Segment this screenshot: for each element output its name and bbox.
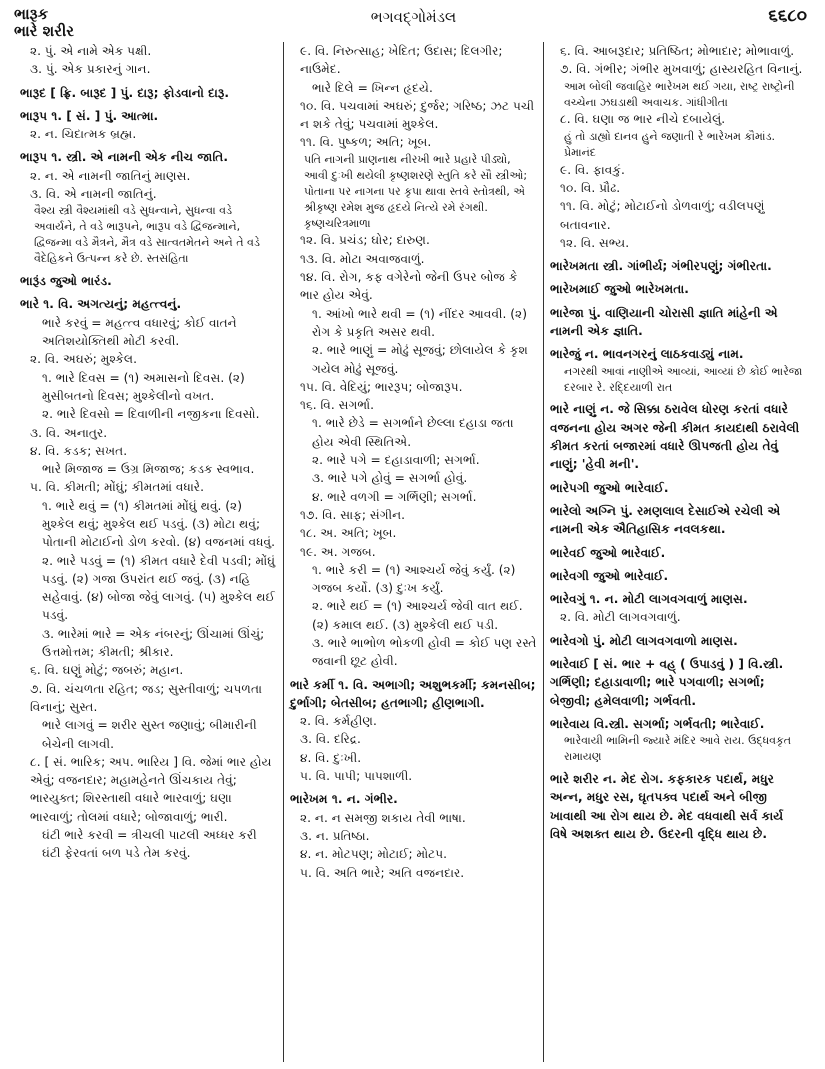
sense-entry: ઘંટી ભારે કરવી = ત્રીચલી પાટલી અધ્ધર કરી ઘંટી ફેરવતાં બળ પડે તેમ કરવું.	[42, 828, 257, 861]
sense-entry: ૨. ભારે ભાણું = મોઢું સૂજવું; છોલાયેલ કે કૃશ ગયેલ મોઢું સૂજવું.	[312, 343, 528, 376]
page-number: ૬૬૮૦	[768, 6, 807, 26]
sense-entry: ૨. વિ. અઘરું; મુશ્કેલ.	[30, 352, 137, 367]
sense-entry: ૧૧. વિ. પુષ્કળ; અતિ; ખૂબ.	[300, 135, 432, 150]
sense-entry: ભારે લાગવું = શરીર સુસ્ત જણાવું; બીમારીની બેચેની લાગવી.	[42, 718, 257, 751]
book-title: ભગવદ્ગોમંડલ	[370, 8, 457, 26]
sense-entry: ૩. પું. એક પ્રકારનું ગાન.	[30, 62, 151, 77]
sense-entry: ભારે કરવું = મહત્ત્વ વધારવું; કોઈ વાતને અતિશયોક્તિથી મોટી કરવી.	[42, 315, 237, 349]
dictionary-headword-entry: ભારેવાય વિ.સ્ત્રી. સગર્ભા; ગર્ભવતી; ભારેવાઈ.	[550, 716, 765, 731]
dictionary-headword-entry: ભારેલો અગ્નિ પું. રમણલાલ દેસાઈએ રચેલી એ નામની એક ઐતિહાસિક નવલકથા.	[550, 503, 781, 537]
sense-entry: ૧૫. વિ. વેદિયું; ભારરૂપ; બોજારૂપ.	[300, 379, 463, 394]
sense-entry: ૪. ન. મોટપણ; મોટાઈ; મોટપ.	[300, 847, 448, 862]
sense-entry: ૩. વિ. એ નામની જાતિનું.	[30, 187, 157, 202]
sense-entry: ૭. વિ. ચંચળતા રહિત; જડ; સુસ્તીવાળું; ચપળતા વિનાનું; સુસ્ત.	[30, 681, 263, 714]
dictionary-headword-entry: ભારેજું ન. ભાવનગરનું લાઠકવાડ્યું નામ.	[550, 347, 744, 362]
sense-entry: ૨. ન. ચિદાત્મક બ્રહ્મ.	[30, 127, 137, 142]
dictionary-headword-entry: ભારેવઈ જુઓ ભારેવાઈ.	[550, 545, 666, 560]
dictionary-headword-entry: ભારે ૧. વિ. અગત્યનું; મહત્ત્વનું.	[20, 297, 182, 312]
dictionary-headword-entry: ભારે શરીર ન. મેદ રોગ. કફકારક પદાર્થ, મધુર અન્ન, મધુર રસ, ઘૃતપક્વ પદાર્થ અને બીજી ખાવાથી આ રોગ થાય છે. મેદ વધવાથી સર્વ કાર્ય વિષે અશક્ત થાય છે. ઉદરની વૃદ્ધિ થાય છે.	[550, 772, 784, 841]
sense-entry: ૨. વિ. કર્મહીણ.	[300, 714, 377, 729]
quotation-text: ભારેવાયી ભામિની જ્યારે મંદિર આવે રાય. ઉદ્ધવકૃત રામાયણ	[564, 734, 792, 764]
dictionary-headword-entry: ભારેજા પું. વાણિયાની ચોરાસી જ્ઞાતિ માંહેની એ નામની એક જ્ઞાતિ.	[550, 305, 778, 339]
sense-entry: ૨. ભારે થઈ = (૧) આશ્ચર્ય જેવી વાત થઈ. (૨) કમાલ થઈ. (૩) મુશ્કેલી થઈ પડી.	[312, 599, 523, 632]
sense-entry: ૨. ભારે પગે = દહાડાવાળી; સગર્ભા.	[312, 453, 480, 468]
sense-entry: ૯. વિ. ફાવકું.	[560, 162, 625, 177]
sense-entry: ૪. ભારે વળગી = ગર્ભિણી; સગર્ભા.	[312, 489, 477, 504]
guide-words: ભારૂક ભારે શરીર	[14, 5, 75, 40]
sense-entry: ૪. વિ. કડક; સખત.	[30, 443, 128, 458]
sense-entry: ૧. આંખો ભારે થવી = (૧) નીંદર આવવી. (૨) રોગ કે પ્રકૃતિ અસર થવી.	[312, 306, 527, 339]
quotation-text: નગરથી આવાં નાણીએ આવ્યાં, આવ્યાં છે કોઈ ભારેજા દરબાર રે. રદ્દિયાળી રાત	[564, 364, 803, 394]
sense-entry: ૨. વિ. મોટી લાગવગવાળું.	[560, 610, 681, 625]
sense-entry: ૧. ભારે થવું = (૧) કીમતમાં મોંઘું થવું. (૨) મુશ્કેલ થવું; મુશ્કેલ થઈ પડવું. (૩) મોટા થવું; પોતાની મોટાઈનો ડોળ કરવો. (૪) વજનમાં વધવું.	[42, 498, 275, 550]
sense-entry: ૧૪. વિ. રોગ, કફ વગેરેનો જેની ઉપર બોજ કે ભાર હોય એવું.	[300, 270, 518, 303]
dictionary-headword-entry: ભારૂપ ૧. સ્ત્રી. એ નામની એક નીચ જાતિ.	[20, 150, 228, 165]
sense-entry: ૧. ભારે છેડે = સગર્ભાને છેલ્લા દહાડા જતા હોય એવી સ્થિતિએ.	[312, 416, 514, 449]
sense-entry: ૧૧. વિ. મોટું; મોટાઈનો ડોળવાળું; વડીલપણું બતાવનાર.	[560, 199, 765, 232]
column-2	[284, 42, 544, 1062]
sense-entry: ૭. વિ. ગંભીર; ગંભીર મુખવાળું; હાસ્યરહિત વિનાનું.	[560, 62, 803, 77]
dictionary-headword-entry: ભારે કર્મી ૧. વિ. અભાગી; અશુભકર્મી; કમનસીબ; દુર્ભાગી; બેતસીબ; હતભાગી; હીણભાગી.	[290, 677, 536, 710]
quotation-text: વૈશ્ય સ્ત્રી વૈશ્યમાંથી વડે સુધન્વાને, સુધન્વા વડે અવાર્યને, તે વડે ભારૂપને, ભારૂપ વડે દ્વિજન્માને, દ્વિજન્મા વડે મૈત્રને, મૈત્ર વડે સાત્વતમેતને અને તે વડે વૈદેહિકને ઉત્પન્ન કરે છે. સ્તસંહિતા	[34, 204, 260, 266]
sense-entry: ૧૯. અ. ગજબ.	[300, 544, 376, 559]
quotation-text: આમ બોલી જવાહિર ભારેખમ થઈ ગયા, રાષ્ટ્ર રાષ્ટ્રોની વચ્ચેના ઝઘડાથી અવાચક. ગાંધીગીતા	[564, 79, 795, 109]
sense-entry: ૫. વિ. પાપી; પાપશાળી.	[300, 769, 413, 784]
sense-entry: ૨. ન. એ નામની જાતિનું માણસ.	[30, 168, 191, 183]
sense-entry: ૧. ભારે કરી = (૧) આશ્ચર્ય જેવું કર્યું. (૨) ગજબ કર્યો. (૩) દુઃખ કર્યું.	[312, 562, 516, 596]
sense-entry: ૬. વિ. આબરૂદાર; પ્રતિષ્ઠિત; મોભાદાર; મોભાવાળું.	[560, 44, 795, 58]
sense-entry: ૩. ભારેમાં ભારે = એક નંબરનું; ઊંચામાં ઊંચું; ઉત્તમોત્તમ; કીમતી; શ્રીકાર.	[42, 626, 265, 660]
sense-entry: ૧૨. વિ. સભ્ય.	[560, 235, 630, 250]
sense-entry: ૪. વિ. દુઃખી.	[300, 750, 362, 765]
quotation-text: હું તો ડાહ્યો દાનવ હુને જણાતી રે ભારેખમ કૌમાંડ. પ્રેમાનંદ	[564, 129, 775, 159]
sense-entry: ૫. વિ. અતિ ભારે; અતિ વજનદાર.	[300, 865, 465, 880]
dictionary-headword-entry: ભારેવગો પું. મોટી લાગવગવાળો માણસ.	[550, 633, 738, 648]
sense-entry: ૬. વિ. ઘણું મોટું; જબરું; મહાન.	[30, 663, 184, 678]
page-header	[14, 5, 813, 40]
dictionary-headword-entry: ભારેખમ ૧. ન. ગંભીર.	[290, 792, 398, 807]
sense-entry: ૧૮. અ. અતિ; ખૂબ.	[300, 526, 397, 541]
column-3	[544, 42, 810, 1062]
columns	[14, 42, 813, 1062]
dictionary-headword-entry: ભારેવાઈ [ સં. ભાર + વહ્ ( ઉપાડવું ) ] વિ.સ્ત્રી. ગર્ભિણી; દહાડાવાળી; ભારે પગવાળી; સગર્ભા; બેજીવી; હમેલવાળી; ગર્ભવતી.	[550, 657, 784, 708]
dictionary-headword-entry: ભારૂદ [ ફ્રિ. બારૂદ ] પું. દારૂ; ફોડવાનો દારૂ.	[20, 85, 230, 100]
sense-entry: ૩. ભારે પગે હોવું = સગર્ભા હોવું.	[312, 471, 468, 486]
sense-entry: ભારે દિલે = ખિન્ન હૃદયે.	[312, 80, 433, 95]
sense-entry: ૮. વિ. ઘણા જ ભાર નીચે દબાયેલું.	[560, 112, 726, 127]
sense-entry: ૧૦. વિ. પ્રૌઢ.	[560, 180, 621, 195]
dictionary-headword-entry: ભારેપગી જુઓ ભારેવાઈ.	[550, 480, 669, 495]
sense-entry: ૧૬. વિ. સગર્ભા.	[300, 398, 375, 413]
dictionary-headword-entry: ભારેખમાઈ જુઓ ભારેખમતા.	[550, 282, 689, 297]
sense-entry: ૧૨. વિ. પ્રચંડ; ઘોર; દારુણ.	[300, 233, 430, 248]
sense-entry: ૧૦. વિ. પચવામાં અઘરું; દુર્જર; ગરિષ્ઠ; ઝટ પચી ન શકે તેવું; પચવામાં મુશ્કેલ.	[300, 98, 535, 132]
sense-entry: ૩. વિ. અનાતુર.	[30, 425, 108, 440]
dictionary-headword-entry: ભારેવગી જુઓ ભારેવાઈ.	[550, 568, 669, 583]
sense-entry: ૨. ભારે પડવું = (૧) કીમત વધારે દેવી પડવી; મોંઘું પડવું. (૨) ગજા ઉપરાંત થઈ જવું. (૩) નહિ સહેવાવું. (૪) બોજા જેવું લાગવું. (૫) મુશ્કેલ થઈ પડવું.	[42, 553, 276, 623]
sense-entry: ૯. વિ. નિરુત્સાહ; ખેદિત; ઉદાસ; દિલગીર; નાઉમેદ.	[300, 44, 503, 77]
sense-entry: ૩. ભારે ભાભોળ ભોકળી હોવી = કોઈ પણ રસ્તે જવાની છૂટ હોવી.	[312, 636, 537, 669]
dictionary-headword-entry: ભારેવગું ૧. ન. મોટી લાગવગવાળું માણસ.	[550, 592, 748, 607]
dictionary-headword-entry: ભારૂપ ૧. [ સં. ] પું. આત્મા.	[20, 108, 159, 123]
dictionary-headword-entry: ભારૂંડ જુઓ ભારંડ.	[20, 274, 112, 289]
sense-entry: ૨. ન. ન સમજી શકાય તેવી ભાષા.	[300, 810, 466, 825]
sense-entry: ૫. વિ. કીમતી; મોંઘું; કીમતમાં વધારે.	[30, 480, 204, 495]
quotation-text: પતિ નાગની પ્રાણનાથ નીરખી ભારે પ્રહારે પીડ્યો, આવી દુઃખી થયેલી કૃષ્ણશરણે સ્તુતિ કરે સૌ સ્ત્રીઓ; પોતાના પર નાગના પર કૃપા થાવા સ્તવે સ્તોત્રથી, એ શ્રીકૃષ્ણ રમેશ મુજ હૃદયે નિત્યે રમે રંગથી. કૃષ્ણચરિત્રમાળા	[304, 152, 528, 230]
dictionary-headword-entry: ભારેખમતા સ્ત્રી. ગાંભીર્ય; ગંભીરપણું; ગંભીરતા.	[550, 259, 772, 274]
sense-entry: ૩. ન. પ્રતિષ્ઠા.	[300, 828, 370, 843]
sense-entry: ૨. પું. એ નામે એક પક્ષી.	[30, 44, 152, 58]
sense-entry: ભારે મિજાજ = ઉગ્ર મિજાજ; કડક સ્વભાવ.	[42, 462, 255, 477]
sense-entry: ૮. [ સં. ભારિક; અપ. ભારિય ] વિ. જેમાં ભાર હોય એવું; વજનદાર; મહામહેનતે ઊંચકાય તેવું; ભારયુક્ત; શિરસ્તાથી વધારે ભારવાળું; ઘણા ભારવાળું; તોલમાં વધારે; બોજાવાળું; ભારી.	[30, 754, 272, 824]
sense-entry: ૨. ભારે દિવસો = દિવાળીની નજીકના દિવસો.	[42, 407, 260, 422]
column-1	[14, 42, 284, 1062]
sense-entry: ૧૭. વિ. સાફ; સંગીન.	[300, 507, 406, 522]
sense-entry: ૧૩. વિ. મોટા અવાજવાળું.	[300, 251, 425, 266]
dictionary-headword-entry: ભારે નાણું ન. જે સિક્કા ઠરાવેલ ધોરણ કરતાં વધારે વજનના હોય અગર જેની કીમત કાયદાથી ઠરાવેલી કીમત કરતાં બજારમાં વધારે ઊપજતી હોય તેવું નાણું; 'હેવી મની'.	[550, 402, 800, 472]
sense-entry: ૩. વિ. દરિદ્ર.	[300, 732, 361, 747]
sense-entry: ૧. ભારે દિવસ = (૧) અમાસનો દિવસ. (૨) મુસીબતનો દિવસ; મુશ્કેલીનો વખત.	[42, 370, 245, 403]
